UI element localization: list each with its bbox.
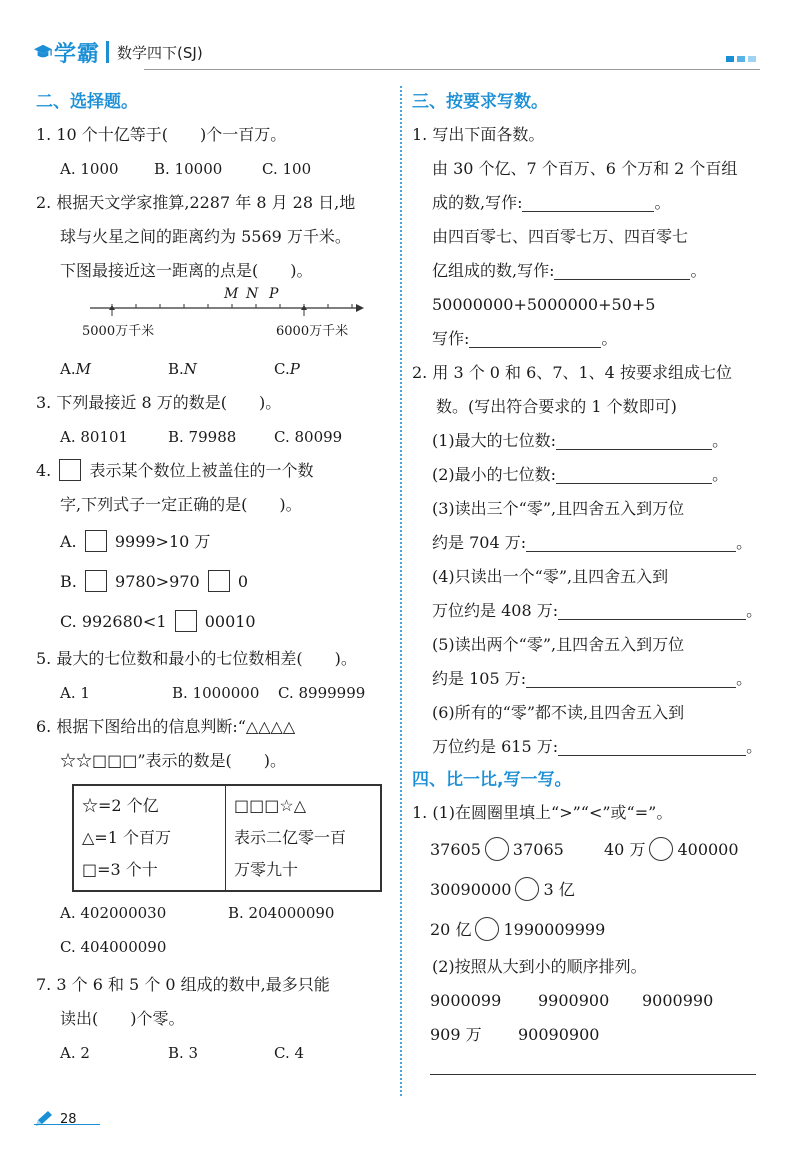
covered-digit-box: [59, 459, 81, 481]
answer-line[interactable]: [430, 1074, 756, 1075]
r2-part-3-line-1: (3)读出三个“零”,且四舍五入到万位: [432, 499, 685, 518]
r1-c-write: 写作: 。: [432, 329, 618, 348]
point-n-label: N: [246, 286, 259, 302]
r2-part-6-line-2: 万位约是 615 万: 。: [432, 737, 763, 756]
graduation-cap-icon: [34, 43, 52, 61]
option-a[interactable]: A.M: [60, 360, 91, 378]
logo-divider: [106, 41, 109, 63]
compare-row-1: 37605 37065 40 万 400000: [412, 830, 762, 870]
question-2-line-3: 下图最接近这一距离的点是( )。: [60, 261, 313, 280]
option-a[interactable]: A. 80101: [60, 428, 129, 446]
r4-question-1: 1. (1)在圆圈里填上“>”“<”或“=”。: [412, 803, 673, 822]
r2-part-3-line-2: 约是 704 万: 。: [432, 533, 753, 552]
answer-blank[interactable]: [526, 668, 736, 688]
answer-blank[interactable]: [558, 736, 746, 756]
r2-part-5-line-1: (5)读出两个“零”,且四舍五入到万位: [432, 635, 685, 654]
answer-blank[interactable]: [526, 532, 736, 552]
r2-line-1: 2. 用 3 个 0 和 6、7、1、4 按要求组成七位: [412, 363, 732, 382]
option-b[interactable]: B. 1000000: [172, 684, 260, 702]
answer-blank[interactable]: [558, 600, 746, 620]
r1-a-line-2: 成的数,写作: 。: [432, 193, 671, 212]
question-1: 1. 10 个十亿等于( )个一百万。: [36, 125, 287, 144]
question-3: 3. 下列最接近 8 万的数是( )。: [36, 393, 282, 412]
r2-part-4-line-1: (4)只读出一个“零”,且四舍五入到: [432, 567, 669, 586]
r1-c-expression: 50000000+5000000+50+5: [432, 295, 656, 314]
question-7-options: [36, 1036, 392, 1070]
r2-part-5-line-2: 约是 105 万: 。: [432, 669, 753, 688]
option-c[interactable]: C. 4: [274, 1044, 305, 1062]
answer-blank[interactable]: [556, 464, 712, 484]
option-b[interactable]: B. 10000: [154, 160, 223, 178]
option-c[interactable]: C. 100: [262, 160, 312, 178]
number-line-right-label: 6000万千米: [276, 324, 349, 339]
r2-part-2: (2)最小的七位数: 。: [432, 465, 729, 484]
r1-title: 1. 写出下面各数。: [412, 125, 545, 144]
compare-circle[interactable]: [475, 917, 499, 941]
question-6-options-row-1: [36, 896, 392, 930]
pencil-icon: [34, 1110, 54, 1128]
order-numbers-row-1: 9000099 9900900 9000990: [430, 991, 714, 1010]
section-title-write-numbers: 三、按要求写数。: [412, 92, 548, 112]
option-a[interactable]: A. 9999>10 万: [60, 532, 211, 551]
r1-a-line-1: 由 30 个亿、7 个百万、6 个万和 2 个百组: [432, 159, 738, 178]
answer-blank[interactable]: [469, 328, 601, 348]
option-b[interactable]: B. 9780>970 0: [60, 572, 249, 591]
r4-question-2: (2)按照从大到小的顺序排列。: [432, 957, 647, 976]
number-line-left-label: 5000万千米: [82, 324, 155, 339]
option-a[interactable]: A. 2: [60, 1044, 90, 1062]
question-2-options: [36, 352, 392, 386]
order-numbers-row-2: 909 万 90090900: [430, 1025, 600, 1044]
option-c[interactable]: C. 992680<1 00010: [60, 612, 256, 631]
number-line: [54, 288, 384, 352]
option-b[interactable]: B. 79988: [168, 428, 237, 446]
question-2-line-1: 2. 根据天文学家推算,2287 年 8 月 28 日,地: [36, 193, 356, 212]
r2-line-2: 数。(写出符合要求的 1 个数即可): [436, 397, 677, 416]
question-6-options-row-2: [36, 930, 392, 964]
book-subtitle: 数学四下(SJ): [117, 43, 203, 62]
page-number: 28: [60, 1111, 77, 1127]
page-header: [34, 36, 760, 70]
answer-blank[interactable]: [554, 260, 690, 280]
r1-b-line-2: 亿组成的数,写作: 。: [432, 261, 707, 280]
option-c[interactable]: C. 404000090: [60, 938, 167, 956]
question-4-line-2: 字,下列式子一定正确的是( )。: [60, 495, 302, 514]
option-a[interactable]: A. 1: [60, 684, 90, 702]
symbol-info-table: [72, 784, 382, 892]
answer-blank[interactable]: [556, 430, 712, 450]
question-4-line-1: 4. 表示某个数位上被盖住的一个数: [36, 461, 314, 480]
option-c[interactable]: C. 8999999: [278, 684, 366, 702]
option-b[interactable]: B.N: [168, 360, 197, 378]
option-b[interactable]: B. 3: [168, 1044, 199, 1062]
section-title-choice: 二、选择题。: [36, 92, 138, 112]
compare-circle[interactable]: [515, 877, 539, 901]
question-7-line-1: 7. 3 个 6 和 5 个 0 组成的数中,最多只能: [36, 975, 330, 994]
section-title-compare: 四、比一比,写一写。: [412, 770, 572, 790]
r1-b-line-1: 由四百零七、四百零七万、四百零七: [432, 227, 689, 246]
option-a[interactable]: A. 402000030: [60, 904, 167, 922]
option-c[interactable]: C.P: [274, 360, 300, 378]
compare-circle[interactable]: [649, 837, 673, 861]
question-2-line-2: 球与火星之间的距离约为 5569 万千米。: [60, 227, 351, 246]
option-a[interactable]: A. 1000: [60, 160, 119, 178]
symbol-values-cell: ☆=2 个亿 △=1 个百万 □=3 个十: [74, 786, 226, 890]
answer-blank[interactable]: [522, 192, 654, 212]
logo-text: 学霸: [54, 41, 101, 67]
question-3-options: [36, 420, 392, 454]
right-column: [412, 86, 762, 1075]
question-7-line-2: 读出( )个零。: [60, 1009, 185, 1028]
point-m-label: M: [224, 286, 239, 302]
point-p-label: P: [269, 286, 279, 302]
example-cell: □□□☆△ 表示二亿零一百 万零九十: [234, 796, 347, 879]
header-decoration: [726, 56, 756, 62]
page-footer: [34, 1108, 77, 1130]
column-divider: [400, 86, 402, 1096]
compare-circle[interactable]: [485, 837, 509, 861]
question-1-options: [36, 152, 392, 186]
question-5-options: [36, 676, 392, 710]
question-6-line-1: 6. 根据下图给出的信息判断:“△△△△: [36, 717, 296, 736]
r2-part-4-line-2: 万位约是 408 万: 。: [432, 601, 763, 620]
left-column: [36, 86, 392, 1070]
compare-row-2: 30090000 3 亿: [412, 870, 762, 910]
header-rule: [144, 69, 760, 70]
r2-part-6-line-1: (6)所有的“零”都不读,且四舍五入到: [432, 703, 685, 722]
logo: [34, 36, 203, 68]
question-5: 5. 最大的七位数和最小的七位数相差( )。: [36, 649, 357, 668]
r2-part-1: (1)最大的七位数: 。: [432, 431, 729, 450]
option-b[interactable]: B. 204000090: [228, 904, 335, 922]
question-6-line-2: ☆☆□□□”表示的数是( )。: [60, 751, 287, 770]
footer-rule: [34, 1124, 100, 1125]
compare-row-3: 20 亿 1990009999: [412, 910, 762, 950]
option-c[interactable]: C. 80099: [274, 428, 343, 446]
